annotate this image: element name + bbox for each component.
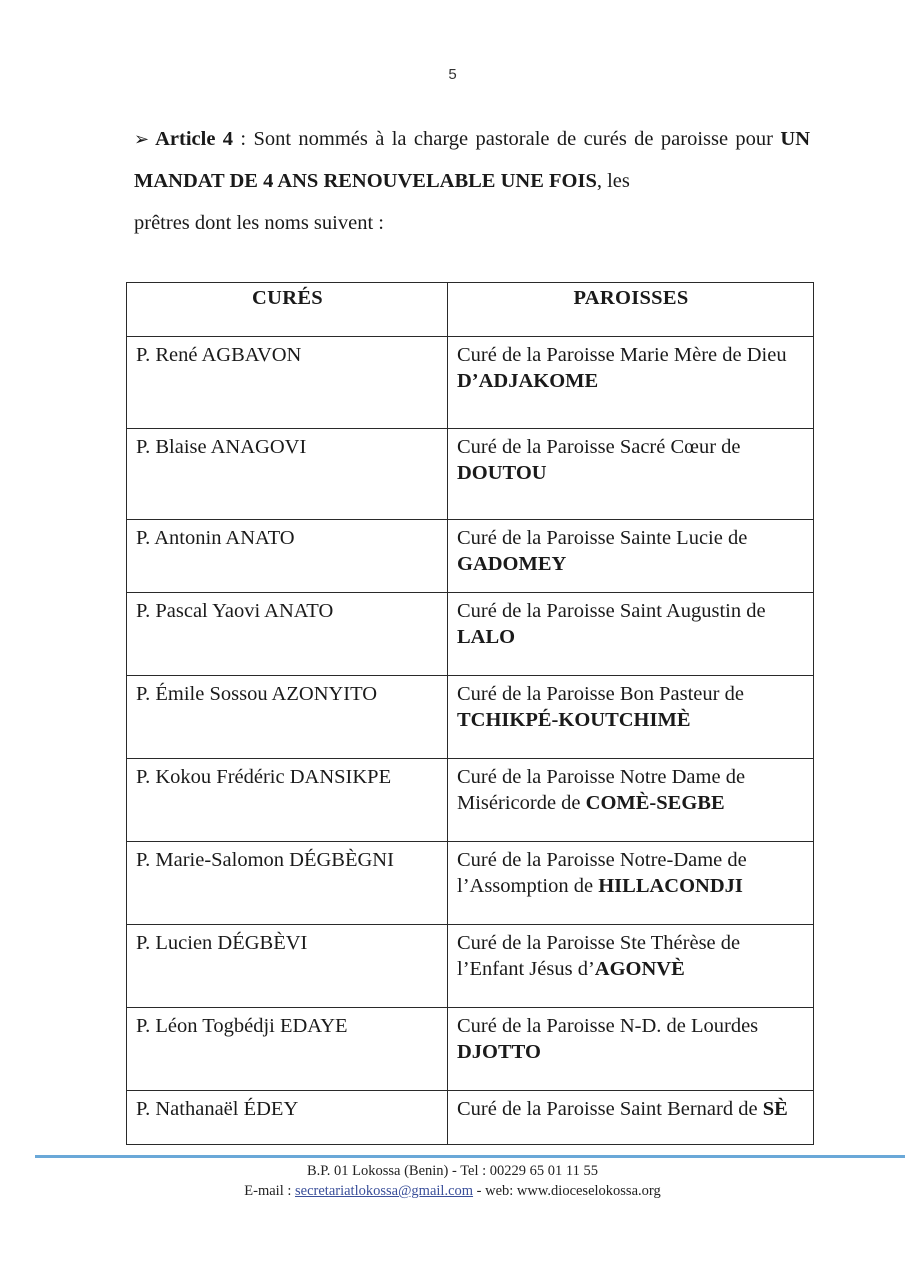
- table-row: [127, 520, 814, 593]
- table-header-row: [127, 283, 814, 337]
- header-paroisses: PAROISSES: [448, 283, 814, 337]
- intro-text-2: , les: [596, 170, 630, 192]
- parish-place: LALO: [457, 626, 516, 648]
- parish-cell: [448, 593, 814, 676]
- parish-text: Curé de la Paroisse Bon Pasteur de: [457, 683, 744, 705]
- intro-text-3: prêtres dont les noms suivent :: [134, 212, 384, 234]
- cure-name: P. Pascal Yaovi ANATO: [127, 593, 448, 676]
- arrow-bullet-icon: ➢: [134, 129, 150, 149]
- parish-place: DJOTTO: [457, 1041, 541, 1063]
- cure-name: P. Antonin ANATO: [127, 520, 448, 593]
- table-row: [127, 593, 814, 676]
- parish-cell: [448, 429, 814, 520]
- parish-place: SÈ: [762, 1098, 788, 1120]
- parish-cell: [448, 337, 814, 429]
- parish-place: AGONVÈ: [594, 958, 685, 980]
- intro-text-1: : Sont nommés à la charge pastorale de curés de paroisse pour: [233, 128, 781, 150]
- nominations-table: [126, 282, 814, 1145]
- parish-cell: [448, 1091, 814, 1145]
- cure-name: P. Nathanaël ÉDEY: [127, 1091, 448, 1145]
- table-row: [127, 842, 814, 925]
- cure-name: P. Blaise ANAGOVI: [127, 429, 448, 520]
- table-row: [127, 1008, 814, 1091]
- parish-text: Curé de la Paroisse Notre-Dame de l’Assomption de: [457, 849, 747, 897]
- article-title: Article 4: [155, 128, 234, 150]
- table-row: [127, 1091, 814, 1145]
- footer-divider: [35, 1155, 905, 1158]
- parish-cell: [448, 520, 814, 593]
- mandate-emphasis: UN MANDAT DE 4 ANS RENOUVELABLE UNE FOIS: [134, 128, 810, 192]
- parish-text: Curé de la Paroisse Marie Mère de Dieu: [457, 344, 787, 366]
- parish-text: Curé de la Paroisse Saint Bernard de: [457, 1098, 763, 1120]
- parish-cell: [448, 842, 814, 925]
- footer-contact: [0, 1181, 905, 1201]
- parish-place: DOUTOU: [457, 462, 547, 484]
- parish-place: TCHIKPÉ-KOUTCHIMÈ: [457, 709, 691, 731]
- website-text: - web: www.dioceselokossa.org: [473, 1183, 661, 1199]
- cure-name: P. Kokou Frédéric DANSIKPE: [127, 759, 448, 842]
- email-link[interactable]: secretariatlokossa@gmail.com: [295, 1183, 474, 1199]
- parish-cell: [448, 1008, 814, 1091]
- footer: [0, 1161, 905, 1201]
- parish-text: Curé de la Paroisse N-D. de Lourdes: [457, 1015, 759, 1037]
- parish-place: HILLACONDJI: [598, 875, 743, 897]
- parish-cell: [448, 759, 814, 842]
- parish-text: Curé de la Paroisse Sacré Cœur de: [457, 436, 741, 458]
- parish-text: Curé de la Paroisse Ste Thérèse de l’Enfant Jésus d’: [457, 932, 741, 980]
- parish-text: Curé de la Paroisse Notre Dame de Miséricorde de: [457, 766, 746, 814]
- parish-place: GADOMEY: [457, 553, 567, 575]
- article-4-paragraph: [134, 118, 810, 244]
- page-number: 5: [448, 66, 457, 83]
- table-row: [127, 429, 814, 520]
- parish-cell: [448, 925, 814, 1008]
- parish-place: D’ADJAKOME: [457, 370, 599, 392]
- table-row: [127, 337, 814, 429]
- header-cures: CURÉS: [127, 283, 448, 337]
- parish-text: Curé de la Paroisse Saint Augustin de: [457, 600, 766, 622]
- table-row: [127, 925, 814, 1008]
- parish-place: COMÈ-SEGBE: [585, 792, 725, 814]
- cure-name: P. Marie-Salomon DÉGBÈGNI: [127, 842, 448, 925]
- cure-name: P. Émile Sossou AZONYITO: [127, 676, 448, 759]
- parish-cell: [448, 676, 814, 759]
- cure-name: P. René AGBAVON: [127, 337, 448, 429]
- cure-name: P. Léon Togbédji EDAYE: [127, 1008, 448, 1091]
- parish-text: Curé de la Paroisse Sainte Lucie de: [457, 527, 748, 549]
- cure-name: P. Lucien DÉGBÈVI: [127, 925, 448, 1008]
- table-row: [127, 676, 814, 759]
- table-row: [127, 759, 814, 842]
- email-label: E-mail :: [244, 1183, 296, 1199]
- footer-address: B.P. 01 Lokossa (Benin) - Tel : 00229 65 01 11 55: [307, 1163, 598, 1179]
